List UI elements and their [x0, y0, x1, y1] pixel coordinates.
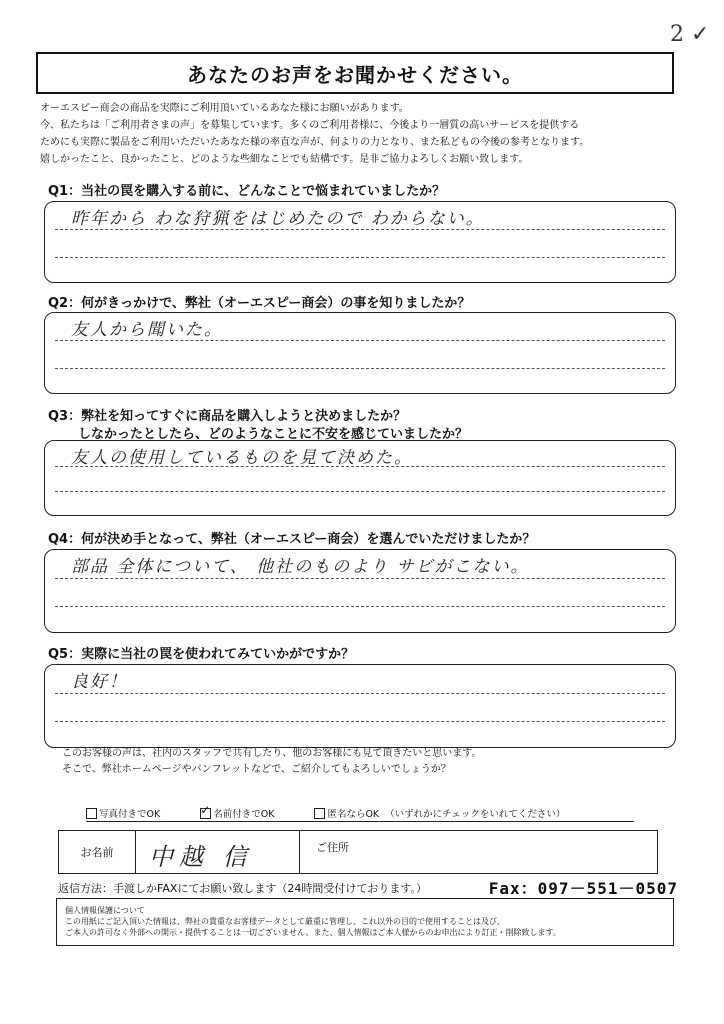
privacy-line: 個人情報保護について [65, 906, 145, 915]
dashed-line [55, 578, 665, 579]
consent-anonymous-option[interactable] [314, 806, 565, 820]
answer-5-text: 良好！ [71, 672, 128, 692]
answer-1-text: 昨年から わな狩猟をはじめたので わからない。 [71, 209, 485, 229]
checkbox[interactable] [86, 808, 97, 819]
dashed-line [55, 340, 665, 341]
question-2-label: Q2：何がきっかけで、弊社（オーエスピー商会）の事を知りましたか？ [48, 296, 471, 311]
dashed-line [55, 466, 665, 467]
checkbox[interactable] [314, 808, 325, 819]
dashed-line [55, 693, 665, 694]
title-box [36, 52, 674, 94]
name-value: 中越 信 [149, 843, 253, 871]
consent-options [86, 806, 646, 820]
answer-box-3 [44, 440, 676, 516]
privacy-line: ご本人の許可なく外部への開示・提供することは一切ございません。また、個人情報はご本人様からのお申出により訂正・削除致します。 [65, 928, 561, 937]
consent-photo-label: 写真付きでOK [99, 809, 161, 820]
question-3-label-line2: しなかったとしたら、どのようなことに不安を感じていましたか？ [78, 427, 469, 442]
consent-anonymous-label: 匿名ならOK [327, 809, 380, 820]
intro-text [40, 100, 690, 168]
intro-line: 今、私たちは「ご利用者さまの声」を募集しています。多くのご利用者様に、今後より一層質の高いサービスを提供する [40, 120, 580, 131]
intro-line: ためにも実際に製品をご利用いただいたあなた様の率直な声が、何よりの力となり、また私どもの今後の参考となります。 [40, 137, 590, 148]
question-3-label: Q3：弊社を知ってすぐに商品を購入しようと決めましたか？ [48, 409, 407, 424]
checkbox-checked[interactable] [200, 808, 211, 819]
answer-box-1 [44, 201, 676, 283]
answer-3-text: 友人の使用しているものを見て決めた。 [71, 448, 413, 468]
consent-photo-option[interactable] [86, 806, 160, 820]
closing-line: このお客様の声は、社内のスタッフで共有したり、他のお客様にも見て頂きたいと思います。 [62, 748, 482, 759]
answer-box-4 [44, 549, 676, 633]
answer-box-2 [44, 312, 676, 394]
dashed-line [55, 606, 665, 607]
dashed-line [55, 257, 665, 258]
name-label: お名前 [59, 831, 136, 873]
intro-line: オーエスピー商会の商品を実際にご利用頂いているあなた様にお願いがあります。 [40, 103, 409, 114]
name-address-box [58, 830, 658, 874]
corner-mark: 2 ✓ [670, 22, 710, 47]
closing-line: そこで、弊社ホームページやパンフレットなどで、ご紹介してもよろしいでしょうか？ [62, 764, 451, 775]
privacy-notice [56, 898, 674, 946]
question-5-label: Q5：実際に当社の罠を使われてみていかがですか？ [48, 647, 355, 662]
divider [86, 821, 634, 822]
consent-name-option[interactable] [200, 806, 274, 820]
answer-2-text: 友人から聞いた。 [71, 320, 223, 340]
privacy-line: この用紙にご記入頂いた情報は、弊社の貴重なお客様データとして厳重に管理し、これ以外の目的で使用することは及び、 [65, 917, 505, 926]
dashed-line [55, 721, 665, 722]
closing-text [62, 746, 482, 778]
dashed-line [55, 491, 665, 492]
question-1-label: Q1：当社の罠を購入する前に、どんなことで悩まれていましたか？ [48, 184, 446, 199]
answer-box-5 [44, 664, 676, 748]
return-method: 返信方法：手渡しかFAXにてお願い致します（24時間受付けております。） [58, 881, 427, 895]
dashed-line [55, 368, 665, 369]
consent-note: （いずれかにチェックをいれてください） [385, 809, 566, 820]
return-row [58, 876, 678, 899]
page-title: あなたのお声をお聞かせください。 [187, 62, 523, 87]
intro-line: 嬉しかったこと、良かったこと、どのような些細なことでも結構です。是非ご協力よろしくお願い致します。 [40, 154, 529, 165]
address-label: ご住所 [299, 831, 349, 873]
question-4-label: Q4：何が決め手となって、弊社（オーエスピー商会）を選んでいただけましたか？ [48, 532, 536, 547]
consent-name-label: 名前付きでOK [213, 809, 275, 820]
dashed-line [55, 229, 665, 230]
fax-number: Fax：097－551－0507 [488, 879, 678, 898]
answer-4-text: 部品 全体について、 他社のものより サビがこない。 [71, 557, 530, 577]
